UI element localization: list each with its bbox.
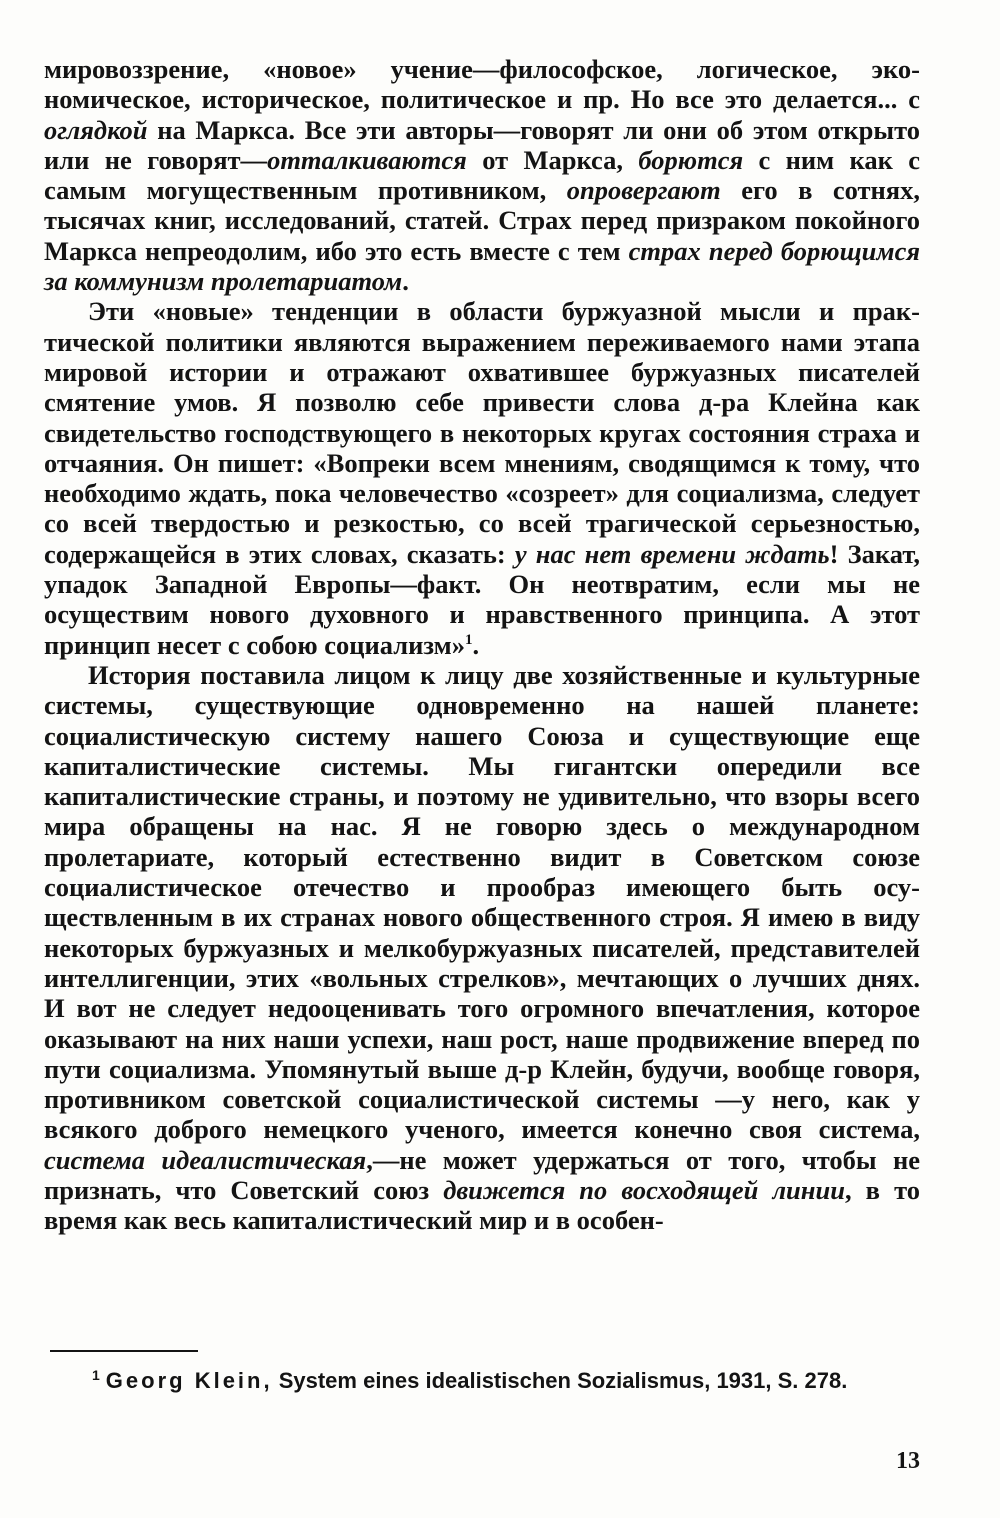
text-run: Эти «новые» тенденции в области буржуазной мысли и практической политики являются выражением переживаемого нами этапа мировой истории и отражают охватившее буржуазных писателей смятение умов. Я позволю себе привести слова д-ра Клейна как свидетельство господствующего в некоторых кругах состояния страха и отчаяния. Он пишет: «Вопреки всем мнениям, сводящимся к тому, что необходимо ждать, пока человечество «созреет» для социализма, следует со всей твердостью и резкостью, со всей трагической серьезностью, содержащейся в этих словах, сказать: [44,296,920,569]
paragraph-3 [44,660,920,1236]
text-run: мировоззрение, «новое» учение—философское, логическое, экономическое, историческое, политическое и пр. Но все это делается... с [44,54,920,115]
emphasis-text: оглядкой [44,114,148,145]
text-run: ,—не может удержаться от того, чтобы не признать, что Советский союз [44,1144,920,1205]
text-run: . [472,629,480,660]
emphasis-text: у нас нет времени ждать [514,538,830,569]
footnote-mark: 1 [92,1366,100,1383]
paragraph-1 [44,54,920,296]
text-run: на Маркса. Все эти авторы—говорят ли они об этом открыто или не говорят— [44,114,920,175]
emphasis-text: система идеалистическая [44,1144,367,1175]
footnote-author: Georg Klein, [105,1368,273,1393]
text-run: История поставила лицом к лицу две хозяйственные и культурные системы, существующие одновременно на нашей планете: социалистическую систему нашего Союза и существующие еще капиталистические системы. Мы гигантски опередили все капиталистические страны, и поэтому не удивительно, что взоры всего мира обращены на нас. Я не говорю здесь о международном пролетариате, который естественно видит в Советском союзе социалистическое отечество и прообраз имеющего быть осуществленным в их странах нового общественного строя. Я имею в виду некоторых буржуазных и мелкобуржуазных писателей, представителей интеллигенции, этих «вольных стрелков», мечтающих о лучших днях. И вот не следует недооценивать того огромного впечатления, которое оказывают на них наши успехи, наш рост, наше продвижение вперед по пути социализма. Упомянутый выше д-р Клейн, будучи, вообще говоря, противником советской социалистической системы —у него, как у всякого доброго немецкого ученого, имеется конечно своя система, [44,659,920,1145]
footnote-reference[interactable]: 1 [465,631,473,648]
footnote-divider [50,1350,198,1352]
footnote-text: System eines idealistischen Sozialismus, 1931, S. 278. [272,1368,848,1393]
emphasis-text: движется по восходящей линии [443,1174,845,1205]
text-run: от Маркса, [466,144,639,175]
text-run: . [402,266,409,297]
page-body [44,54,920,1236]
footnote [92,1368,920,1394]
text-run: ! Закат, упадок Западной Европы—факт. Он неотвратим, если мы не осуществим нового духовного и нравственного принципа. А этот принцип несет с собою социализм» [44,538,920,660]
emphasis-text: страх перед борющимся за коммунизм пролетариатом [44,235,920,297]
text-run: его в сотнях, тысячах книг, исследований, статей. Страх перед призраком покойного Маркса непреодолим, ибо это есть вместе с тем [44,175,920,266]
text-run: с ним как с самым могущественным противником, [44,144,920,206]
emphasis-text: опровергают [566,175,721,206]
emphasis-text: отталкиваются [267,144,467,175]
paragraph-2 [44,296,920,660]
page-number: 13 [896,1448,920,1474]
text-run: , в то время как весь капиталистический мир и в особен- [44,1174,920,1236]
emphasis-text: борются [638,144,744,175]
